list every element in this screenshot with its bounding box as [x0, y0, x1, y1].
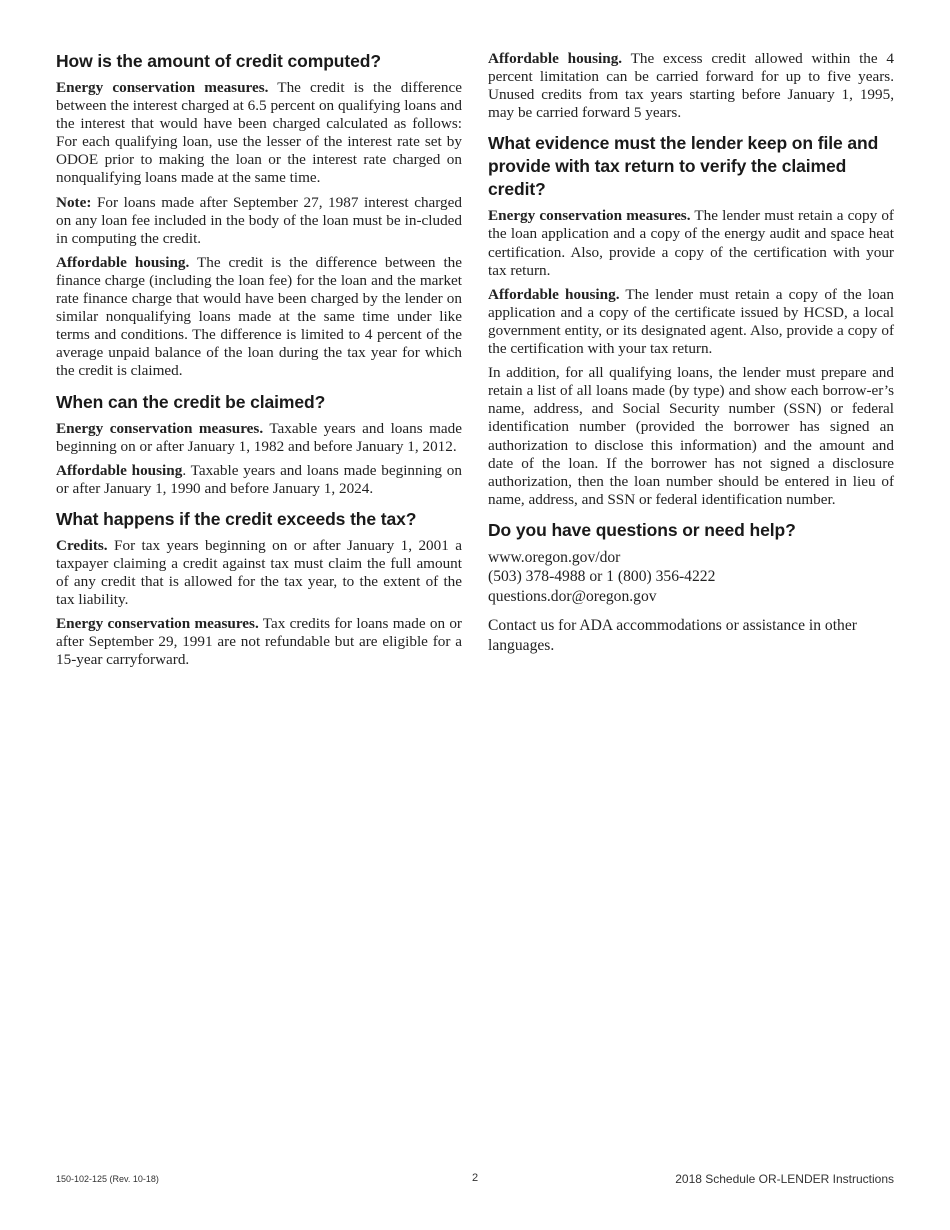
heading-credit-exceeds-tax: What happens if the credit exceeds the tax?: [56, 508, 417, 529]
heading-evidence: What evidence must the lender keep on file and provide with tax return to verify the claimed credit?: [488, 133, 879, 200]
heading-credit-computed: How is the amount of credit computed?: [56, 51, 381, 71]
paragraph-credits: Credits. For tax years beginning on or after January 1, 2001 a taxpayer claiming a credit against tax must claim the full amount of any credit that is allowed for the tax year, to the extent of the tax liability.: [56, 536, 462, 609]
paragraph-affordable-carryforward: Affordable housing. The excess credit allowed within the 4 percent limitation can be carried forward for up to five years. Unused credits from tax years starting before January 1, 1995, may be carried forward 5 years.: [488, 50, 894, 122]
paragraph-energy-computation: Energy conservation measures. The credit is the difference between the interest charged at 6.5 percent on qualifying loans and the interest that would have been charged calculated as follows: For each qualifying loan, use the lesser of the interest rate set by ODOE prior to making the loan or the interest rate charged on nonqualifying loans made at the same time.: [56, 79, 462, 187]
paragraph-affordable-computation: Affordable housing. The credit is the difference between the finance charge (including the loan fee) for the loan and the market rate finance charge that would have been charged by the lender on similar nonqualifying loans made at the same time under like terms and conditions. The difference is limited to 4 percent of the average unpaid balance of the loan during the tax year for which the credit is claimed.: [56, 253, 462, 380]
label-note: Note:: [56, 193, 92, 211]
label-energy-conservation: Energy conservation measures.: [488, 207, 691, 225]
form-number: 150-102-125 (Rev. 10-18): [56, 1174, 159, 1184]
phone-numbers: (503) 378-4988 or 1 (800) 356-4222: [488, 568, 716, 586]
page-footer: [56, 1172, 894, 1186]
paragraph-loan-list: In addition, for all qualifying loans, the lender must prepare and retain a list of all loans made (by type) and show each borrow-er’s name, address, and Social Security number (SSN) or federal identification number (provided the borrower has signed an authorization to disclose this information) and the amount and date of the loan. If the borrower has not signed a disclosure authorization, then the loan number should be entered in lieu of name, address, and SSN or federal identification number.: [488, 364, 894, 508]
heading-when-claimed: When can the credit be claimed?: [56, 391, 326, 412]
label-energy-conservation: Energy conservation measures.: [56, 79, 269, 96]
left-column: [56, 50, 462, 676]
heading-questions: Do you have questions or need help?: [488, 519, 796, 540]
website-link[interactable]: www.oregon.gov/dor: [488, 548, 621, 566]
ada-note: Contact us for ADA accommodations or assistance in other languages.: [488, 617, 857, 654]
paragraph-affordable-years: Affordable housing. Taxable years and loans made beginning on or after January 1, 1990 and before January 1, 2024.: [56, 461, 462, 497]
email-link[interactable]: questions.dor@oregon.gov: [488, 587, 657, 605]
label-affordable-housing: Affordable housing.: [56, 253, 190, 271]
paragraph-energy-carryforward: Energy conservation measures. Tax credits for loans made on or after September 29, 1991 are not refundable but are eligible for a 15-year carryforward.: [56, 615, 462, 669]
paragraph-energy-evidence: Energy conservation measures. The lender must retain a copy of the loan application and a copy of the energy audit and space heat certification. Also, provide a copy of the certification with your tax return.: [488, 207, 894, 279]
page-number: 2: [471, 1172, 479, 1184]
label-affordable-housing: Affordable housing.: [488, 285, 620, 303]
label-energy-conservation: Energy conservation measures.: [56, 419, 264, 437]
document-title: 2018 Schedule OR-LENDER Instructions: [675, 1172, 894, 1186]
label-credits: Credits.: [56, 536, 108, 554]
contact-block: [488, 548, 894, 656]
label-affordable-housing: Affordable housing.: [488, 50, 623, 67]
label-affordable-housing: Affordable housing: [56, 461, 183, 479]
paragraph-affordable-evidence: Affordable housing. The lender must retain a copy of the loan application and a copy of the certificate issued by HCSD, a local government entity, or its designated agent. Also, provide a copy of the certification with your tax return.: [488, 285, 895, 358]
label-energy-conservation: Energy conservation measures.: [56, 615, 259, 633]
paragraph-energy-years: Energy conservation measures. Taxable years and loans made beginning on or after January 1, 1982 and before January 1, 2012.: [56, 419, 462, 455]
right-column: [488, 50, 894, 655]
paragraph-note: Note: For loans made after September 27, 1987 interest charged on any loan fee included in the body of the loan must be in-cluded in computing the credit.: [56, 193, 462, 247]
